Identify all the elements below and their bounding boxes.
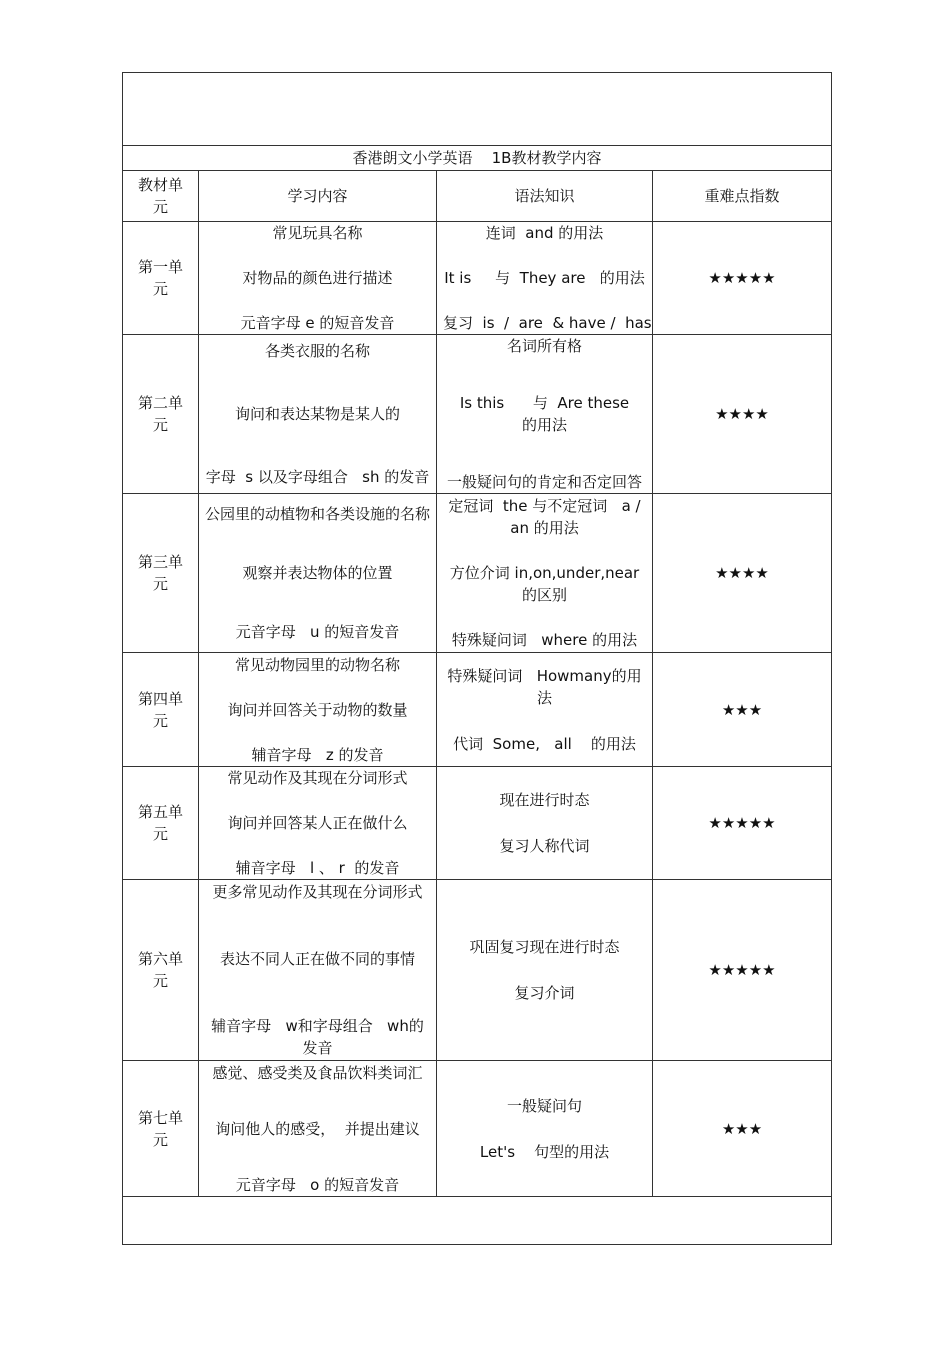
content-line: 询问并回答某人正在做什么: [227, 814, 408, 832]
table-row: [123, 1061, 832, 1197]
grammar-cell: [437, 1061, 653, 1197]
content-cell: [199, 880, 437, 1061]
unit-cell: [123, 335, 199, 494]
grammar-line: 一般疑问句: [506, 1096, 582, 1115]
content-line: 元音字母 u 的短音发音: [235, 623, 400, 641]
difficulty-stars: ★★★★: [653, 494, 832, 653]
content-line: 询问和表达某物是某人的: [234, 405, 400, 423]
table-row: [123, 653, 832, 767]
unit-label: 第五单元: [137, 803, 183, 843]
difficulty-stars: ★★★★★: [653, 222, 832, 335]
content-line: 观察并表达物体的位置: [242, 564, 393, 582]
content-line: 常见动作及其现在分词形式: [227, 769, 408, 787]
unit-cell: [123, 1061, 199, 1197]
content-line: 询问他人的感受， 并提出建议: [215, 1119, 420, 1138]
grammar-cell: [437, 335, 653, 494]
blank-top-row: [123, 73, 832, 146]
content-line: 辅音字母 w和字母组合 wh的发音: [211, 1017, 424, 1057]
content-line: 对物品的颜色进行描述: [242, 269, 393, 287]
grammar-cell: [437, 222, 653, 335]
unit-label: 第七单元: [137, 1108, 183, 1149]
title-row: [123, 146, 832, 171]
grammar-line: 复习人称代词: [499, 837, 590, 855]
unit-label: 第四单元: [137, 689, 183, 730]
content-cell: [199, 335, 437, 494]
difficulty-stars: ★★★: [653, 653, 832, 767]
content-line: 辅音字母 z 的发音: [251, 745, 384, 764]
unit-cell: [123, 222, 199, 335]
content-line: 公园里的动植物和各类设施的名称: [205, 505, 431, 523]
table-row: [123, 494, 832, 653]
content-line: 辅音字母 l 、 r 的发音: [235, 859, 400, 877]
unit-cell: [123, 880, 199, 1061]
grammar-line: 复习 is / are & have / has: [443, 314, 652, 332]
content-line: 元音字母 e 的短音发音: [240, 314, 395, 332]
content-line: 常见玩具名称: [272, 224, 363, 242]
grammar-line: 特殊疑问词 where 的用法: [451, 631, 638, 649]
grammar-line: Is this 与 Are these 的用法: [459, 394, 649, 434]
grammar-line: 名词所有格: [506, 337, 582, 355]
grammar-line: Let's 句型的用法: [479, 1142, 610, 1161]
table-row: [123, 222, 832, 335]
content-line: 更多常见动作及其现在分词形式: [212, 883, 423, 901]
grammar-line: 复习介词: [514, 984, 575, 1002]
unit-label: 第二单元: [137, 394, 183, 434]
blank-bottom-cell: [123, 1197, 832, 1245]
difficulty-stars: ★★★★★: [653, 880, 832, 1061]
unit-label: 第三单元: [137, 553, 183, 593]
content-line: 元音字母 o 的短音发音: [235, 1175, 400, 1194]
unit-cell: [123, 767, 199, 880]
curriculum-table: [122, 72, 832, 1245]
grammar-line: 定冠词 the 与不定冠词 a / an 的用法: [448, 497, 646, 537]
difficulty-stars: ★★★: [653, 1061, 832, 1197]
header-content: 学习内容: [199, 171, 437, 222]
unit-label: 第六单元: [137, 950, 183, 990]
difficulty-stars: ★★★★: [653, 335, 832, 494]
unit-cell: [123, 653, 199, 767]
grammar-line: 一般疑问句的肯定和否定回答: [446, 473, 642, 491]
grammar-line: 巩固复习现在进行时态: [469, 938, 620, 956]
grammar-line: 连词 and 的用法: [485, 224, 604, 242]
grammar-line: 代词 Some, all 的用法: [453, 734, 636, 753]
table-row: [123, 880, 832, 1061]
content-line: 常见动物园里的动物名称: [234, 655, 400, 674]
content-line: 字母 s 以及字母组合 sh 的发音: [205, 468, 430, 486]
grammar-line: 特殊疑问词 Howmany的用法: [447, 666, 642, 707]
content-line: 询问并回答关于动物的数量: [227, 700, 408, 719]
grammar-cell: [437, 767, 653, 880]
header-difficulty: 重难点指数: [653, 171, 832, 222]
grammar-line: 方位介词 in,on,under,near 的区别: [449, 564, 673, 604]
header-unit: [123, 171, 199, 222]
header-grammar: 语法知识: [437, 171, 653, 222]
blank-bottom-row: [123, 1197, 832, 1245]
content-cell: [199, 653, 437, 767]
difficulty-stars: ★★★★★: [653, 767, 832, 880]
content-line: 表达不同人正在做不同的事情: [219, 950, 415, 968]
content-line: 感觉、感受类及食品饮料类词汇: [212, 1063, 423, 1082]
content-cell: [199, 222, 437, 335]
grammar-cell: [437, 880, 653, 1061]
content-cell: [199, 494, 437, 653]
content-cell: [199, 1061, 437, 1197]
content-line: 各类衣服的名称: [264, 342, 370, 360]
grammar-cell: [437, 653, 653, 767]
table-title: 香港朗文小学英语 1B教材教学内容: [123, 146, 832, 171]
grammar-line: It is 与 They are 的用法: [444, 269, 645, 287]
table-row: [123, 767, 832, 880]
header-row: [123, 171, 832, 222]
unit-label: 第一单元: [137, 258, 183, 298]
grammar-cell: [437, 494, 673, 653]
unit-cell: [123, 494, 199, 653]
header-unit-text: 教材单元: [137, 176, 183, 216]
blank-top-cell: [123, 73, 832, 146]
table-row: [123, 335, 832, 494]
content-cell: [199, 767, 437, 880]
grammar-line: 现在进行时态: [499, 791, 590, 809]
